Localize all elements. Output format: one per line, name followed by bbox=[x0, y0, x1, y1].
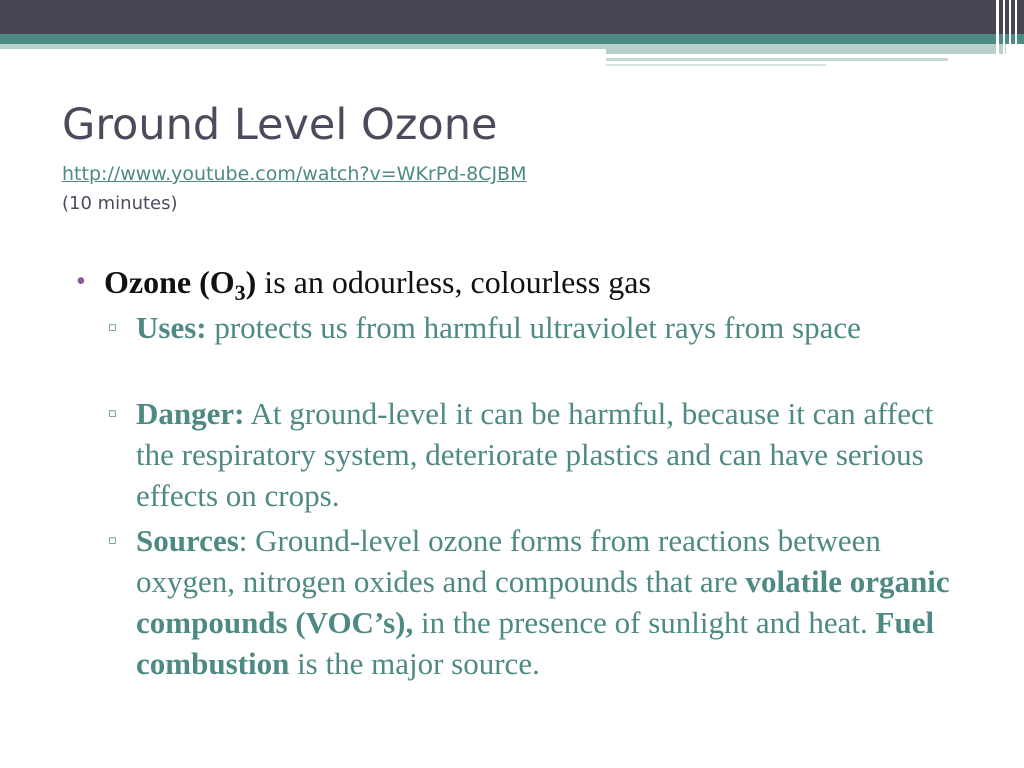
main-point-label bbox=[104, 264, 257, 305]
sources-text: : Ground-level ozone forms from reactions between oxygen, nitrogen oxides and compounds that are bbox=[136, 523, 881, 599]
danger-point bbox=[136, 393, 966, 516]
video-link[interactable]: http://www.youtube.com/watch?v=WKrPd-8CJBM bbox=[62, 163, 527, 185]
sources-point bbox=[136, 520, 966, 684]
sources-text: in the presence of sunlight and heat. bbox=[413, 605, 876, 640]
danger-label: Danger: bbox=[136, 396, 245, 431]
header-vertical-stripe bbox=[1009, 0, 1011, 68]
header-bar-dark bbox=[0, 0, 1024, 34]
bullet-icon: • bbox=[76, 266, 86, 297]
header-bar-light bbox=[0, 44, 606, 49]
voc-label: volatile organic compounds (VOC’s), bbox=[136, 564, 950, 640]
header-vertical-stripe bbox=[1015, 0, 1017, 68]
uses-point bbox=[136, 307, 966, 348]
uses-text: protects us from harmful ultraviolet rays from space bbox=[206, 310, 861, 345]
main-point-text: is an odourless, colourless gas bbox=[256, 264, 651, 300]
header-vertical-stripe bbox=[1003, 0, 1005, 68]
header-bar-teal bbox=[0, 34, 1024, 44]
slide-title: Ground Level Ozone bbox=[62, 100, 498, 150]
sources-label: Sources bbox=[136, 523, 239, 558]
header-accent-block bbox=[606, 44, 1006, 54]
ozone-label-close: ) bbox=[245, 264, 257, 300]
ozone-label: Ozone (O bbox=[104, 264, 235, 300]
header-accent-line bbox=[606, 58, 948, 61]
uses-label: Uses: bbox=[136, 310, 207, 345]
square-bullet-icon: ▫ bbox=[108, 406, 117, 421]
danger-text: At ground-level it can be harmful, because it can affect the respiratory system, deteriorate plastics and can have serious effects on crops. bbox=[136, 396, 934, 513]
header-accent-line bbox=[606, 64, 826, 66]
square-bullet-icon: ▫ bbox=[108, 320, 117, 335]
ozone-subscript: 3 bbox=[234, 280, 246, 305]
fuel-combustion-label: Fuel combustion bbox=[136, 605, 935, 681]
duration-note: (10 minutes) bbox=[62, 193, 178, 214]
sources-text: is the major source. bbox=[289, 646, 540, 681]
header-vertical-stripe bbox=[996, 0, 999, 68]
square-bullet-icon: ▫ bbox=[108, 533, 117, 548]
main-point bbox=[104, 262, 651, 305]
